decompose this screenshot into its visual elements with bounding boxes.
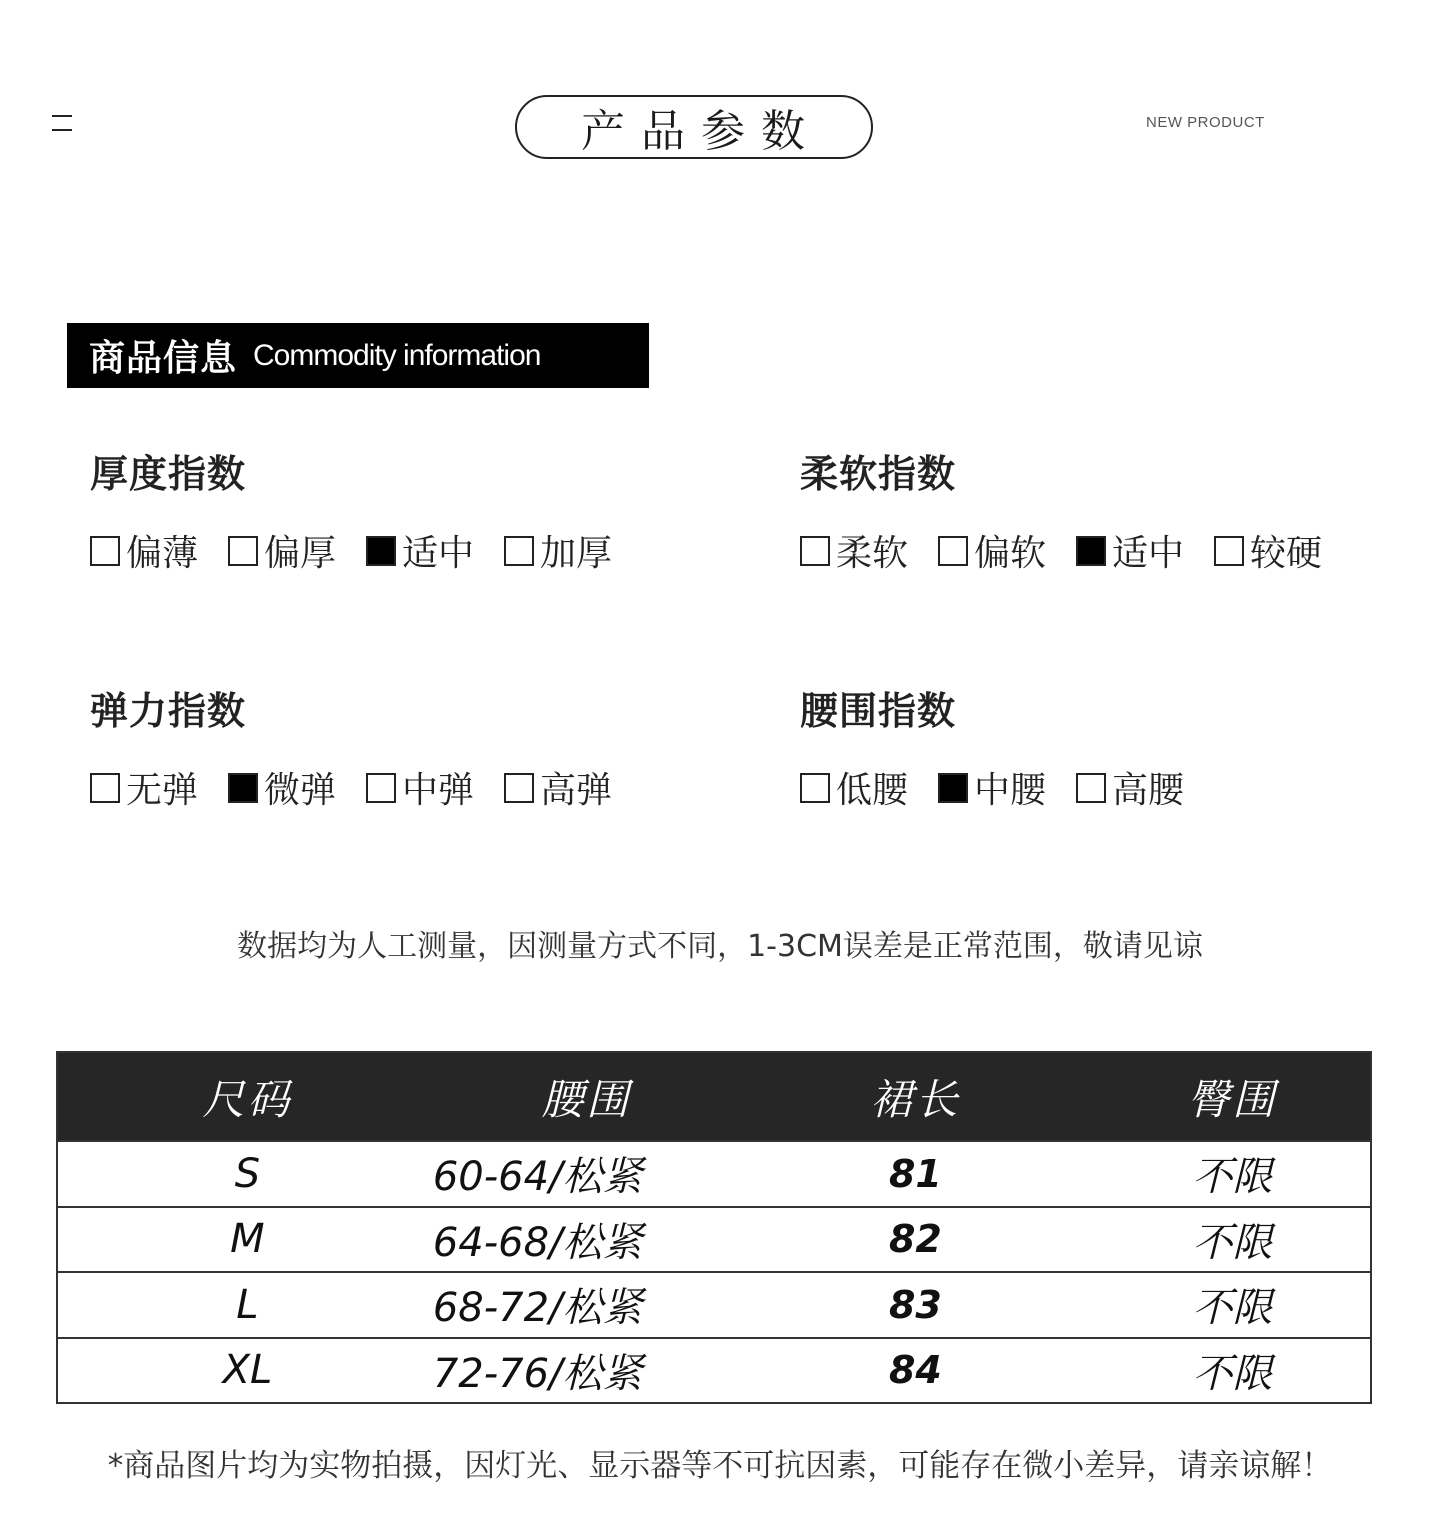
option-label: 中腰 bbox=[974, 770, 1047, 811]
index-title: 腰围指数 bbox=[800, 689, 957, 733]
checkbox-icon bbox=[504, 536, 534, 566]
cell-waist-text: 72-76/松紧 bbox=[432, 1350, 643, 1397]
commodity-info-banner bbox=[67, 323, 649, 388]
cell-length: 81 bbox=[888, 1151, 942, 1196]
index-title: 厚度指数 bbox=[90, 452, 247, 496]
option-label: 适中 bbox=[402, 533, 475, 574]
option-label: 适中 bbox=[1112, 533, 1185, 574]
option-item bbox=[366, 525, 474, 576]
table-row bbox=[58, 1140, 1370, 1206]
checkbox-icon bbox=[228, 536, 258, 566]
cell-hip: 不限 bbox=[1192, 1219, 1273, 1266]
option-label: 微弹 bbox=[264, 770, 337, 811]
cell-size: L bbox=[236, 1281, 259, 1328]
checked-box-icon bbox=[938, 773, 968, 803]
option-item bbox=[800, 762, 908, 813]
option-label: 高腰 bbox=[1112, 770, 1185, 811]
cell-length: 83 bbox=[888, 1282, 942, 1327]
softness-index bbox=[800, 443, 1323, 574]
checked-box-icon bbox=[1076, 536, 1106, 566]
index-title: 弹力指数 bbox=[90, 689, 247, 733]
cell-waist bbox=[432, 1273, 736, 1337]
checked-box-icon bbox=[228, 773, 258, 803]
checkbox-icon bbox=[938, 536, 968, 566]
cell-size: XL bbox=[222, 1347, 273, 1394]
checkbox-icon bbox=[504, 773, 534, 803]
option-label: 高弹 bbox=[540, 770, 613, 811]
option-label: 偏软 bbox=[974, 533, 1047, 574]
new-product-tag: NEW PRODUCT bbox=[1146, 114, 1265, 131]
checkbox-icon bbox=[1076, 773, 1106, 803]
cell-waist bbox=[432, 1142, 736, 1206]
banner-title-en: Commodity information bbox=[253, 338, 541, 372]
option-item bbox=[504, 762, 612, 813]
cell-size: M bbox=[230, 1216, 265, 1263]
option-label: 加厚 bbox=[540, 533, 613, 574]
checkbox-icon bbox=[90, 773, 120, 803]
checkbox-icon bbox=[800, 536, 830, 566]
corner-decoration bbox=[52, 115, 72, 133]
cell-waist-text: 64-68/松紧 bbox=[432, 1219, 643, 1266]
header-hip: 臀围 bbox=[1187, 1074, 1278, 1124]
option-list bbox=[90, 762, 642, 813]
option-item bbox=[938, 525, 1046, 576]
page-title: 产品参数 bbox=[515, 95, 873, 159]
checkbox-icon bbox=[1214, 536, 1244, 566]
option-item bbox=[1214, 525, 1322, 576]
cell-size: S bbox=[234, 1150, 261, 1197]
waist-index bbox=[800, 680, 1185, 811]
measurement-notice: 数据均为人工测量，因测量方式不同，1-3CM误差是正常范围，敬请见谅 bbox=[237, 929, 1203, 964]
option-label: 较硬 bbox=[1250, 533, 1323, 574]
cell-hip: 不限 bbox=[1192, 1350, 1273, 1397]
option-item bbox=[1076, 762, 1184, 813]
option-item bbox=[366, 762, 474, 813]
elasticity-index bbox=[90, 680, 613, 811]
option-item bbox=[800, 525, 908, 576]
option-item bbox=[228, 525, 336, 576]
table-row bbox=[58, 1337, 1370, 1403]
checkbox-icon bbox=[800, 773, 830, 803]
banner-title-zh: 商品信息 bbox=[89, 338, 238, 379]
table-row bbox=[58, 1271, 1370, 1337]
option-item bbox=[90, 762, 198, 813]
option-item bbox=[1076, 525, 1184, 576]
option-list bbox=[800, 525, 1352, 576]
option-item bbox=[90, 525, 198, 576]
cell-length: 82 bbox=[888, 1217, 942, 1262]
option-list bbox=[90, 525, 642, 576]
option-label: 中弹 bbox=[402, 770, 475, 811]
option-label: 柔软 bbox=[836, 533, 909, 574]
option-label: 偏薄 bbox=[126, 533, 199, 574]
cell-waist-text: 60-64/松紧 bbox=[432, 1154, 643, 1201]
cell-hip: 不限 bbox=[1192, 1154, 1273, 1201]
option-item bbox=[938, 762, 1046, 813]
header-waist: 腰围 bbox=[541, 1074, 632, 1124]
option-label: 低腰 bbox=[836, 770, 909, 811]
size-table bbox=[56, 1051, 1372, 1404]
option-label: 偏厚 bbox=[264, 533, 337, 574]
checked-box-icon bbox=[366, 536, 396, 566]
cell-waist bbox=[432, 1339, 736, 1403]
cell-waist bbox=[432, 1208, 736, 1272]
option-label: 无弹 bbox=[126, 770, 199, 811]
option-item bbox=[504, 525, 612, 576]
option-item bbox=[228, 762, 336, 813]
table-row bbox=[58, 1206, 1370, 1272]
header-size: 尺码 bbox=[202, 1074, 293, 1124]
disclaimer-footer: *商品图片均为实物拍摄，因灯光、显示器等不可抗因素，可能存在微小差异，请亲谅解！ bbox=[107, 1448, 1333, 1484]
cell-length: 84 bbox=[888, 1348, 942, 1393]
checkbox-icon bbox=[90, 536, 120, 566]
cell-waist-text: 68-72/松紧 bbox=[432, 1285, 643, 1332]
table-header bbox=[58, 1053, 1370, 1140]
header-length: 裙长 bbox=[870, 1074, 961, 1124]
index-title: 柔软指数 bbox=[800, 452, 957, 496]
option-list bbox=[800, 762, 1214, 813]
thickness-index bbox=[90, 443, 613, 574]
cell-hip: 不限 bbox=[1192, 1285, 1273, 1332]
checkbox-icon bbox=[366, 773, 396, 803]
